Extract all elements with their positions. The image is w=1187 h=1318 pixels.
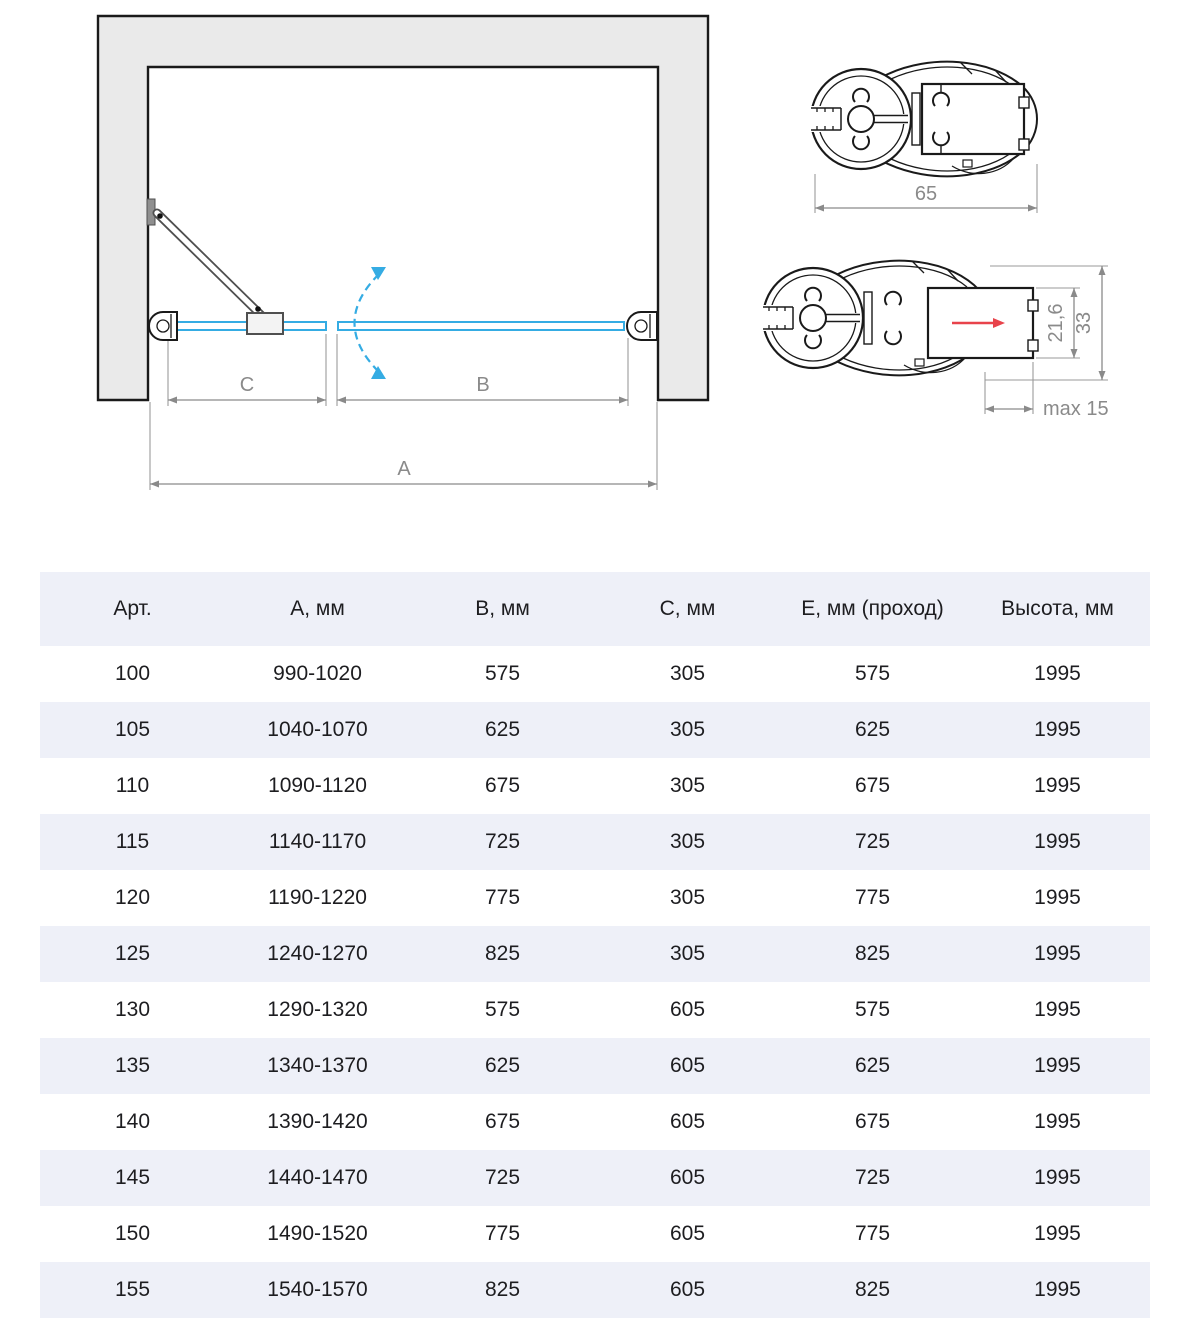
dim-arrow: [1071, 349, 1078, 358]
niche-wall: [98, 16, 708, 400]
spec-cell: 605: [669, 998, 706, 1021]
spec-cell: 1995: [1034, 718, 1081, 741]
spec-cell: 775: [854, 886, 891, 909]
dim-arrow: [1028, 205, 1037, 212]
spec-cell: 675: [854, 774, 891, 797]
dimension-a: [150, 458, 657, 488]
spec-row: [40, 870, 1150, 926]
spec-cell: 575: [484, 998, 521, 1021]
swing-arrow-bottom: [371, 366, 386, 379]
dim-arrow: [337, 397, 346, 404]
dim-b-label: B: [476, 374, 490, 396]
spec-cell: 1995: [1034, 1222, 1081, 1245]
spec-cell: 675: [484, 1110, 521, 1133]
wall-bracket-right: [627, 312, 657, 340]
spec-table: [40, 572, 1150, 1318]
dim-arrow: [619, 397, 628, 404]
spec-cell: 725: [854, 1166, 891, 1189]
col-header-c: С, мм: [659, 597, 716, 620]
spec-cell: 1540-1570: [267, 1278, 368, 1301]
dim-arrow: [150, 481, 159, 488]
niche-top-view-diagram: [98, 16, 708, 490]
dim-33-label: 33: [1073, 311, 1095, 335]
spec-cell: 825: [484, 1278, 521, 1301]
wall-bracket-left: [149, 312, 177, 340]
spec-cell: 575: [854, 662, 891, 685]
col-header-e: Е, мм (проход): [801, 597, 944, 620]
spec-cell: 130: [114, 998, 151, 1021]
spec-cell: 725: [484, 1166, 521, 1189]
dim-21-6-label: 21,6: [1045, 303, 1067, 343]
spec-cell: 305: [669, 942, 706, 965]
swing-arrow-top: [371, 267, 386, 280]
spec-cell: 775: [854, 1222, 891, 1245]
spec-cell: 605: [669, 1278, 706, 1301]
spec-cell: 575: [484, 662, 521, 685]
dimension-max-15: [985, 362, 1109, 420]
wall-profile-section-closed: [808, 62, 1037, 213]
spec-cell: 1090-1120: [268, 774, 367, 797]
spec-cell: 575: [854, 998, 891, 1021]
profile-round-post: [808, 69, 911, 169]
spec-cell: 150: [114, 1222, 151, 1245]
spec-row: [40, 1038, 1150, 1094]
spec-cell: 135: [114, 1054, 151, 1077]
dim-c-label: C: [239, 374, 255, 396]
door-panel-glass: [338, 322, 624, 330]
spec-cell: 305: [669, 830, 706, 853]
spec-cell: 775: [484, 1222, 521, 1245]
spec-cell: 100: [114, 662, 151, 685]
dim-arrow: [1099, 371, 1106, 380]
col-header-art: Арт.: [113, 597, 152, 620]
spec-cell: 1995: [1034, 774, 1081, 797]
spec-cell: 140: [114, 1110, 151, 1133]
spec-cell: 1995: [1034, 998, 1081, 1021]
dim-max-15-label: max 15: [1043, 398, 1109, 420]
spec-cell: 1995: [1034, 662, 1081, 685]
dim-arrow: [648, 481, 657, 488]
dim-arrow: [168, 397, 177, 404]
spec-cell: 1995: [1034, 942, 1081, 965]
spec-row: [40, 646, 1150, 702]
spec-cell: 725: [484, 830, 521, 853]
spec-row: [40, 814, 1150, 870]
spec-cell: 1440-1470: [267, 1166, 368, 1189]
col-header-b: В, мм: [475, 597, 530, 620]
spec-row: [40, 982, 1150, 1038]
profile-round-post: [760, 268, 863, 368]
spec-row: [40, 702, 1150, 758]
dimension-c: [168, 374, 326, 404]
spec-cell: 125: [114, 942, 151, 965]
spec-cell: 725: [854, 830, 891, 853]
dim-arrow: [1099, 266, 1106, 275]
spec-cell: 1995: [1034, 830, 1081, 853]
spec-row: [40, 1206, 1150, 1262]
bar-pivot-bottom: [255, 306, 261, 312]
spec-cell: 1995: [1034, 886, 1081, 909]
spec-cell: 305: [669, 886, 706, 909]
diagram-canvas: [0, 0, 1187, 540]
spec-row: [40, 1262, 1150, 1318]
dim-arrow: [815, 205, 824, 212]
spec-cell: 145: [114, 1166, 151, 1189]
spec-cell: 1995: [1034, 1054, 1081, 1077]
spec-cell: 675: [484, 774, 521, 797]
dim-a-label: A: [397, 458, 411, 480]
spec-cell: 625: [484, 1054, 521, 1077]
spec-cell: 105: [114, 718, 151, 741]
spec-cell: 155: [114, 1278, 151, 1301]
dim-arrow: [317, 397, 326, 404]
spec-cell: 1040-1070: [267, 718, 368, 741]
spec-cell: 305: [669, 662, 706, 685]
spec-cell: 1240-1270: [267, 942, 368, 965]
spec-row: [40, 1150, 1150, 1206]
spec-cell: 1390-1420: [267, 1110, 368, 1133]
spec-cell: 625: [484, 718, 521, 741]
spec-cell: 605: [669, 1110, 706, 1133]
spec-cell: 605: [669, 1054, 706, 1077]
spec-cell: 825: [484, 942, 521, 965]
spec-cell: 605: [669, 1222, 706, 1245]
bar-pivot-top: [157, 213, 163, 219]
spec-cell: 605: [669, 1166, 706, 1189]
spec-cell: 1190-1220: [268, 886, 367, 909]
spec-row: [40, 758, 1150, 814]
spec-cell: 990-1020: [273, 662, 362, 685]
spec-table-header: [40, 572, 1150, 646]
dim-65-label: 65: [914, 183, 938, 205]
spec-cell: 825: [854, 942, 891, 965]
spec-row: [40, 1094, 1150, 1150]
spec-cell: 115: [115, 830, 150, 853]
col-header-a: А, мм: [290, 597, 345, 620]
wall-profile-section-adjust: [760, 261, 1109, 420]
glass-clamp: [247, 313, 283, 334]
spec-cell: 625: [854, 718, 891, 741]
spec-cell: 110: [115, 774, 150, 797]
spec-cell: 1995: [1034, 1110, 1081, 1133]
dim-arrow: [1024, 406, 1033, 413]
spec-cell: 1995: [1034, 1278, 1081, 1301]
spec-cell: 825: [854, 1278, 891, 1301]
spec-cell: 775: [484, 886, 521, 909]
spec-cell: 1995: [1034, 1166, 1081, 1189]
col-header-height: Высота, мм: [1001, 597, 1114, 620]
dim-arrow: [985, 406, 994, 413]
spec-cell: 305: [669, 774, 706, 797]
spec-cell: 1290-1320: [267, 998, 368, 1021]
spec-cell: 305: [669, 718, 706, 741]
spec-cell: 1340-1370: [267, 1054, 368, 1077]
spec-row: [40, 926, 1150, 982]
spec-cell: 675: [854, 1110, 891, 1133]
spec-cell: 1490-1520: [267, 1222, 368, 1245]
dim-arrow: [1071, 288, 1078, 297]
spec-cell: 120: [114, 886, 151, 909]
spec-cell: 625: [854, 1054, 891, 1077]
spec-cell: 1140-1170: [268, 830, 367, 853]
